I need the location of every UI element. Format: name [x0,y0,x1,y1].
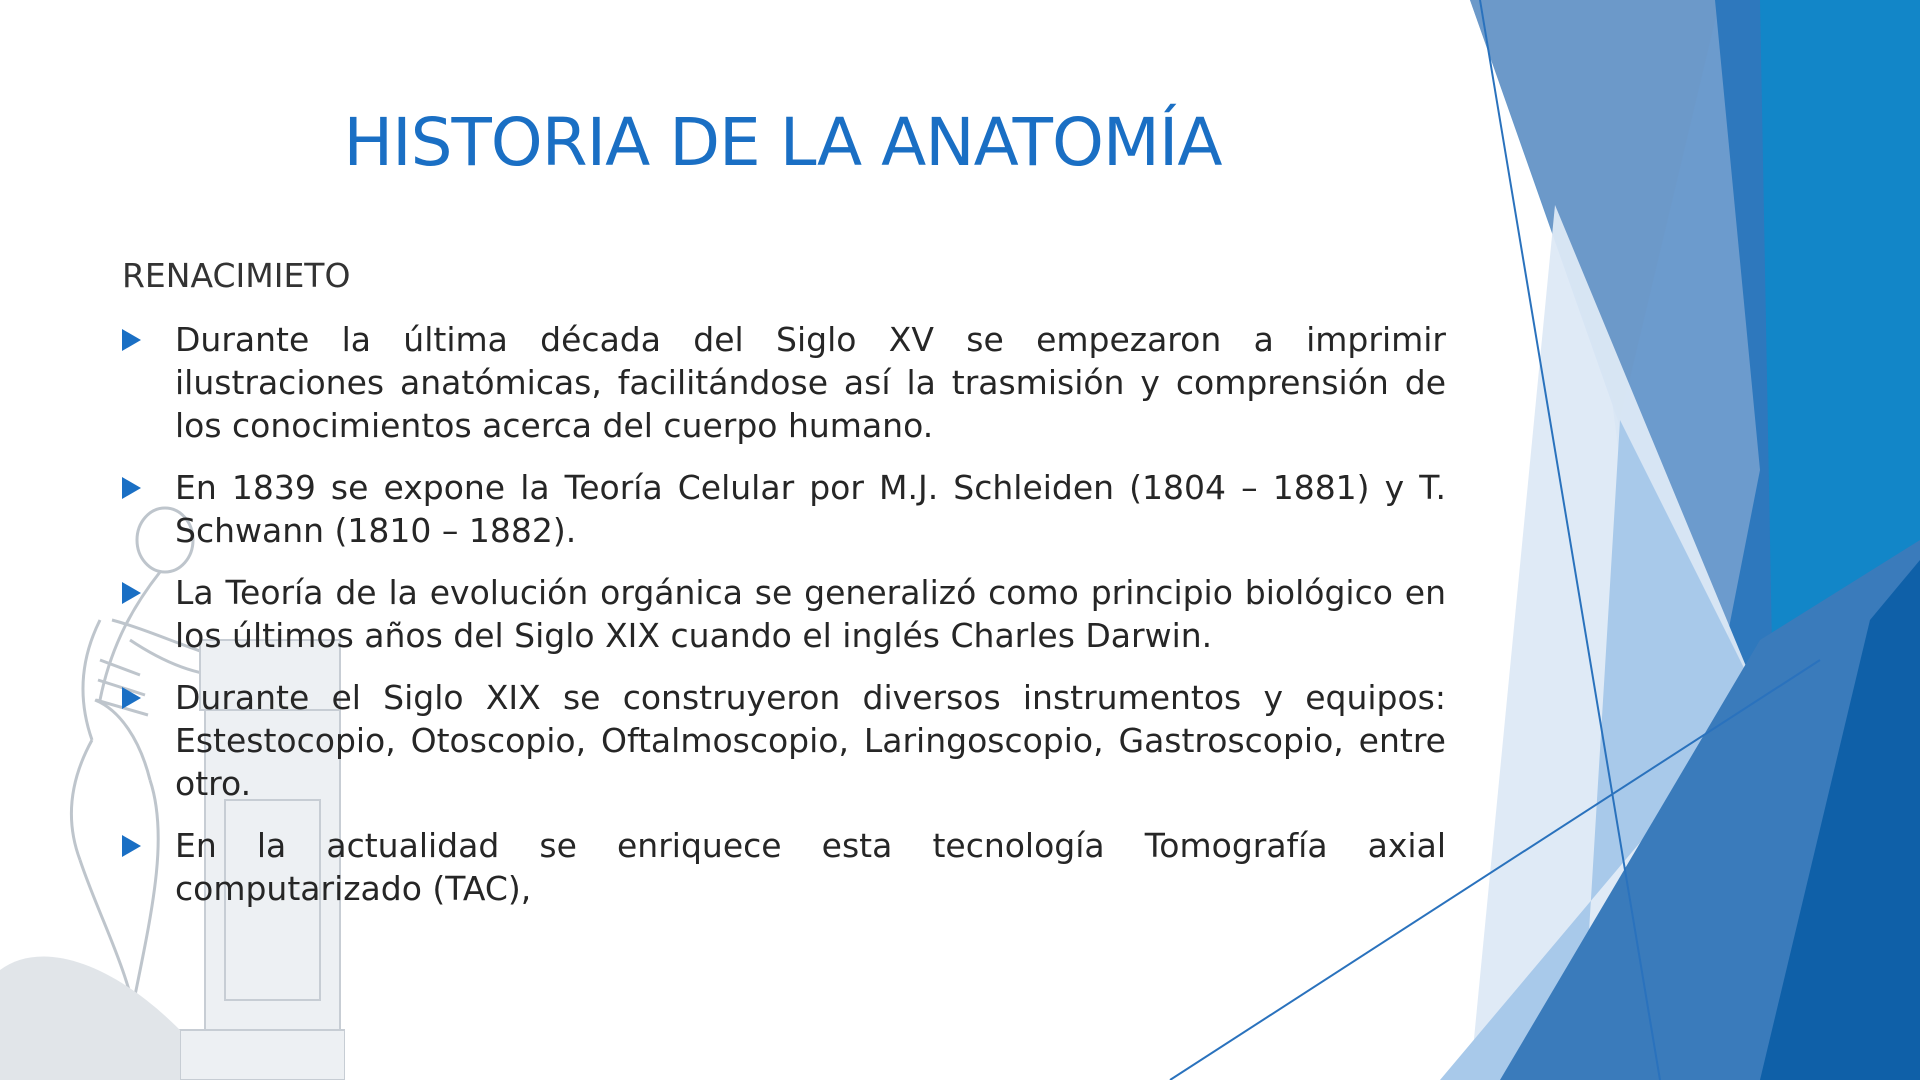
triangle-bullet-icon [122,329,141,351]
slide-title: HISTORIA DE LA ANATOMÍA [343,104,1222,181]
triangle-bullet-icon [122,835,141,857]
triangle-bullet-icon [122,687,141,709]
bullet-text: En 1839 se expone la Teoría Celular por M.J. Schleiden (1804 – 1881) y T. Schwann (1810 – 1882). [175,468,1446,550]
bullet-text: Durante el Siglo XIX se construyeron diversos instrumentos y equipos: Estestocopio, Otoscopio, Oftalmoscopio, Laringoscopio, Gastroscopio, entre otro. [175,678,1446,803]
bullet-list [122,318,1446,929]
bullet-text: La Teoría de la evolución orgánica se generalizó como principio biológico en los últimos años del Siglo XIX cuando el inglés Charles Darwin. [175,573,1446,655]
section-subtitle: RENACIMIETO [122,256,351,295]
bullet-text: Durante la última década del Siglo XV se empezaron a imprimir ilustraciones anatómicas, facilitándose así la trasmisión y comprensión de los conocimientos acerca del cuerpo humano. [175,320,1446,445]
list-item [122,676,1446,805]
list-item [122,824,1446,910]
triangle-bullet-icon [122,582,141,604]
bullet-text: En la actualidad se enriquece esta tecnología Tomografía axial computarizado (TAC), [175,826,1446,908]
list-item [122,466,1446,552]
list-item [122,318,1446,447]
triangle-bullet-icon [122,477,141,499]
list-item [122,571,1446,657]
